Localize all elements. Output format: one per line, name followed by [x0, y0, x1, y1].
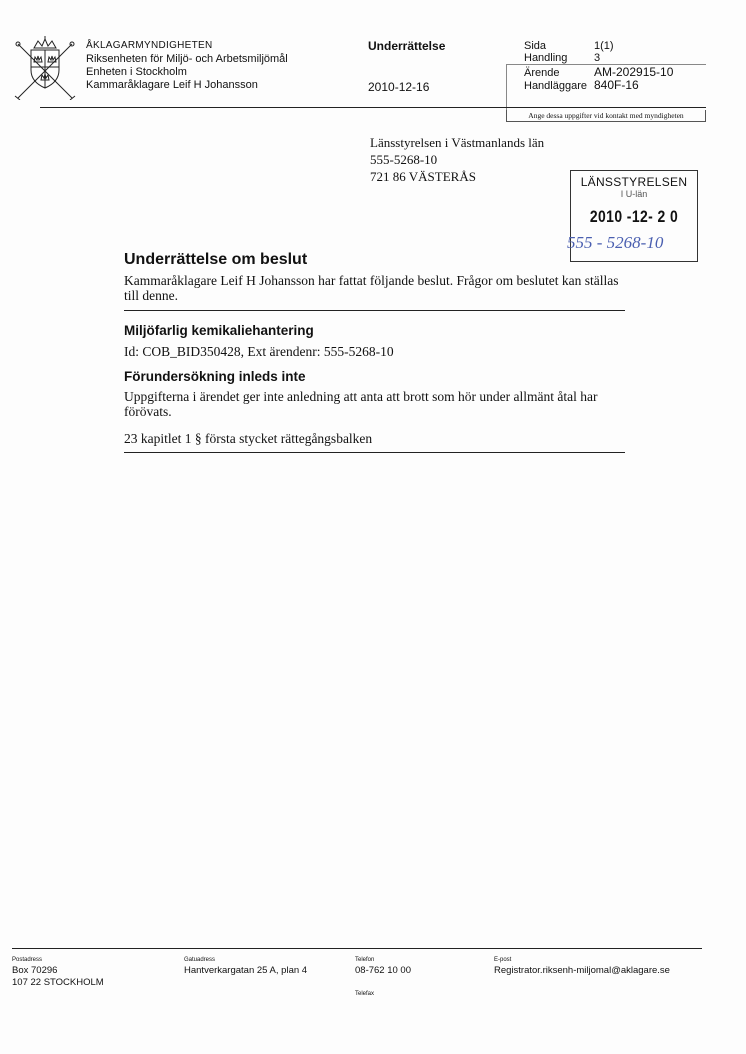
footer-phone: 08-762 10 00: [355, 965, 411, 976]
contact-note-text: Ange dessa uppgifter vid kontakt med myndigheten: [528, 111, 684, 120]
coat-of-arms-logo: [14, 36, 76, 100]
footer-fax-label: Telefax: [355, 991, 375, 997]
meta-label: Handling: [524, 52, 568, 64]
decision-text: Uppgifterna i ärendet ger inte anledning att anta att brott som hör under allmänt åtal har förövats.: [124, 389, 598, 419]
received-stamp: [567, 170, 698, 262]
meta-table: [524, 40, 706, 92]
footer-email-label: E-post: [494, 957, 512, 963]
meta-label: Handläggare: [524, 80, 587, 92]
footer-postal-line1: Box 70296: [12, 965, 58, 976]
stamp-county: I U-län: [620, 189, 648, 199]
footer-postal-label: Postadress: [12, 957, 43, 963]
header-rule: [40, 107, 706, 108]
meta-label: Ärende: [524, 67, 560, 79]
document-type: Underrättelse: [368, 39, 446, 53]
stamp-date: 2010 -12- 2 0: [589, 207, 679, 226]
footer-postal-line2: 107 22 STOCKHOLM: [12, 977, 104, 988]
document-date: 2010-12-16: [368, 80, 430, 94]
decision-title: Förundersökning inleds inte: [124, 369, 306, 384]
intro-text: Kammaråklagare Leif H Johansson har fattat följande beslut. Frågor om beslutet kan ställas till denne.: [124, 273, 619, 303]
recipient-name: Länsstyrelsen i Västmanlands län: [370, 135, 545, 150]
agency-office: Enheten i Stockholm: [86, 66, 187, 78]
meta-label: Sida: [524, 40, 547, 52]
case-title: Miljöfarlig kemikaliehantering: [124, 323, 314, 338]
agency-name: ÅKLAGARMYNDIGHETEN: [86, 40, 213, 51]
meta-value: 840F-16: [594, 78, 639, 92]
meta-value: 1(1): [594, 40, 614, 52]
recipient-postal: 721 86 VÄSTERÅS: [370, 169, 476, 184]
footer-street: Hantverkargatan 25 A, plan 4: [184, 965, 308, 976]
page-title: Underrättelse om beslut: [124, 251, 308, 268]
content-rule-1: [124, 310, 625, 311]
meta-row-document: [524, 52, 706, 64]
meta-box-left: [506, 64, 507, 110]
prosecutor-name: Kammaråklagare Leif H Johansson: [86, 79, 258, 91]
recipient-reference: 555-5268-10: [370, 152, 438, 167]
contact-note: [506, 110, 706, 122]
stamp-handwritten-reference: 555 - 5268-10: [567, 233, 664, 252]
legal-reference: 23 kapitlet 1 § första stycket rättegångsbalken: [124, 431, 373, 446]
agency-unit: Riksenheten för Miljö- och Arbetsmiljömål: [86, 53, 288, 65]
meta-value: 3: [594, 52, 601, 64]
footer-phone-label: Telefon: [355, 957, 375, 963]
meta-row-handler: [524, 79, 706, 92]
case-id: Id: COB_BID350428, Ext ärendenr: 555-5268-10: [124, 344, 394, 359]
footer-street-label: Gatuadress: [184, 957, 216, 963]
footer-rule: [12, 948, 702, 949]
meta-box-underline: [506, 64, 706, 65]
stamp-org: LÄNSSTYRELSEN: [580, 175, 688, 189]
content-rule-2: [124, 452, 625, 453]
footer-email: Registrator.riksenh-miljomal@aklagare.se: [494, 965, 670, 976]
meta-row-page: [524, 40, 706, 52]
meta-value: AM-202915-10: [594, 65, 674, 79]
